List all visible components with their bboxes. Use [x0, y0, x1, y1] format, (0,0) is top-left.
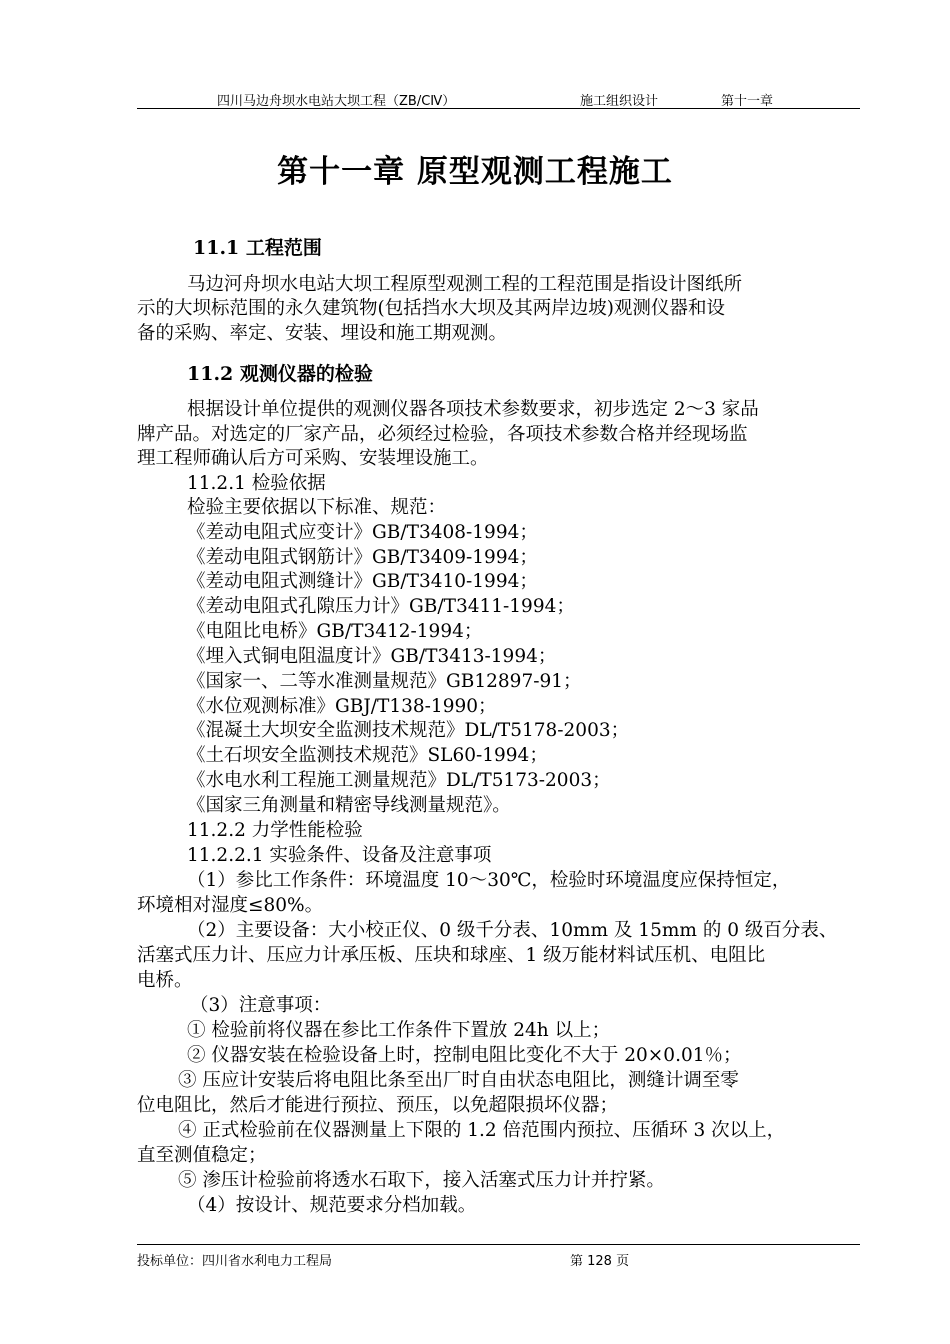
page-header	[137, 88, 860, 108]
standard-item: 《国家三角测量和精密导线测量规范》。	[187, 795, 511, 816]
standard-item: 《国家一、二等水准测量规范》GB12897-91；	[187, 671, 582, 692]
section-11-1-heading: 11.1 工程范围	[193, 237, 322, 259]
chapter-title: 第十一章 原型观测工程施工	[277, 154, 673, 190]
header-rule	[137, 108, 860, 109]
note-2: ② 仪器安装在检验设备上时，控制电阻比变化不大于 20×0.01％；	[187, 1045, 742, 1066]
s11-2-para-line: 根据设计单位提供的观测仪器各项技术参数要求，初步选定 2～3 家品	[187, 399, 759, 420]
standard-item: 《差动电阻式测缝计》GB/T3410-1994；	[187, 571, 538, 592]
condition-3: （3）注意事项：	[190, 995, 332, 1016]
condition-1-line: 环境相对湿度≤80%。	[137, 895, 324, 916]
footer-bidder: 投标单位：四川省水利电力工程局	[137, 1254, 333, 1269]
note-1: ① 检验前将仪器在参比工作条件下置放 24h 以上；	[187, 1020, 611, 1041]
standard-item: 《差动电阻式钢筋计》GB/T3409-1994；	[187, 547, 538, 568]
header-chapter: 第十一章	[721, 94, 774, 109]
subsection-11-2-2-1: 11.2.2.1 实验条件、设备及注意事项	[187, 845, 492, 866]
standard-item: 《差动电阻式孔隙压力计》GB/T3411-1994；	[187, 596, 575, 617]
footer-rule	[137, 1244, 860, 1245]
standard-item: 《埋入式铜电阻温度计》GB/T3413-1994；	[187, 646, 557, 667]
note-4-line: ④ 正式检验前在仪器测量上下限的 1.2 倍范围内预拉、压循环 3 次以上，	[178, 1120, 786, 1141]
standard-item: 《混凝土大坝安全监测技术规范》DL/T5178-2003；	[187, 720, 630, 741]
s11-1-para-line: 备的采购、率定、安装、埋设和施工期观测。	[137, 323, 508, 344]
condition-4: （4）按设计、规范要求分档加载。	[187, 1195, 477, 1216]
note-4-line: 直至测值稳定；	[137, 1145, 267, 1166]
condition-2-line: （2）主要设备：大小校正仪、0 级千分表、10mm 及 15mm 的 0 级百分表、	[187, 920, 838, 941]
note-3-line: 位电阻比，然后才能进行预拉、预压，以免超限损坏仪器；	[137, 1095, 619, 1116]
standard-item: 《水位观测标准》GBJ/T138-1990；	[187, 696, 497, 717]
s11-1-para-line: 示的大坝标范围的永久建筑物(包括挡水大坝及其两岸边坡)观测仪器和设	[137, 298, 725, 319]
subsection-11-2-2: 11.2.2 力学性能检验	[187, 820, 363, 841]
header-project: 四川马边舟坝水电站大坝工程（ZB/CⅣ）	[217, 94, 456, 109]
standard-item: 《差动电阻式应变计》GB/T3408-1994；	[187, 522, 538, 543]
subsection-11-2-1: 11.2.1 检验依据	[187, 473, 326, 494]
s11-2-para-line: 牌产品。对选定的厂家产品，必须经过检验，各项技术参数合格并经现场监	[137, 424, 748, 445]
section-11-2-heading: 11.2 观测仪器的检验	[187, 363, 373, 385]
header-doc-type: 施工组织设计	[580, 94, 659, 109]
standard-item: 《水电水利工程施工测量规范》DL/T5173-2003；	[187, 770, 611, 791]
s11-2-para-line: 理工程师确认后方可采购、安装埋设施工。	[137, 448, 489, 469]
note-5: ⑤ 渗压计检验前将透水石取下，接入活塞式压力计并拧紧。	[178, 1170, 665, 1191]
condition-2-line: 电桥。	[137, 970, 193, 991]
condition-1-line: （1）参比工作条件：环境温度 10～30℃，检验时环境温度应保持恒定，	[187, 870, 791, 891]
standards-intro: 检验主要依据以下标准、规范：	[187, 497, 447, 518]
footer-page-number: 第 128 页	[570, 1254, 630, 1269]
note-3-line: ③ 压应计安装后将电阻比条至出厂时自由状态电阻比，测缝计调至零	[178, 1070, 739, 1091]
standard-item: 《土石坝安全监测技术规范》SL60-1994；	[187, 745, 548, 766]
standard-item: 《电阻比电桥》GB/T3412-1994；	[187, 621, 483, 642]
condition-2-line: 活塞式压力计、压应力计承压板、压块和球座、1 级万能材料试压机、电阻比	[137, 945, 766, 966]
s11-1-para-line: 马边河舟坝水电站大坝工程原型观测工程的工程范围是指设计图纸所	[187, 274, 743, 295]
